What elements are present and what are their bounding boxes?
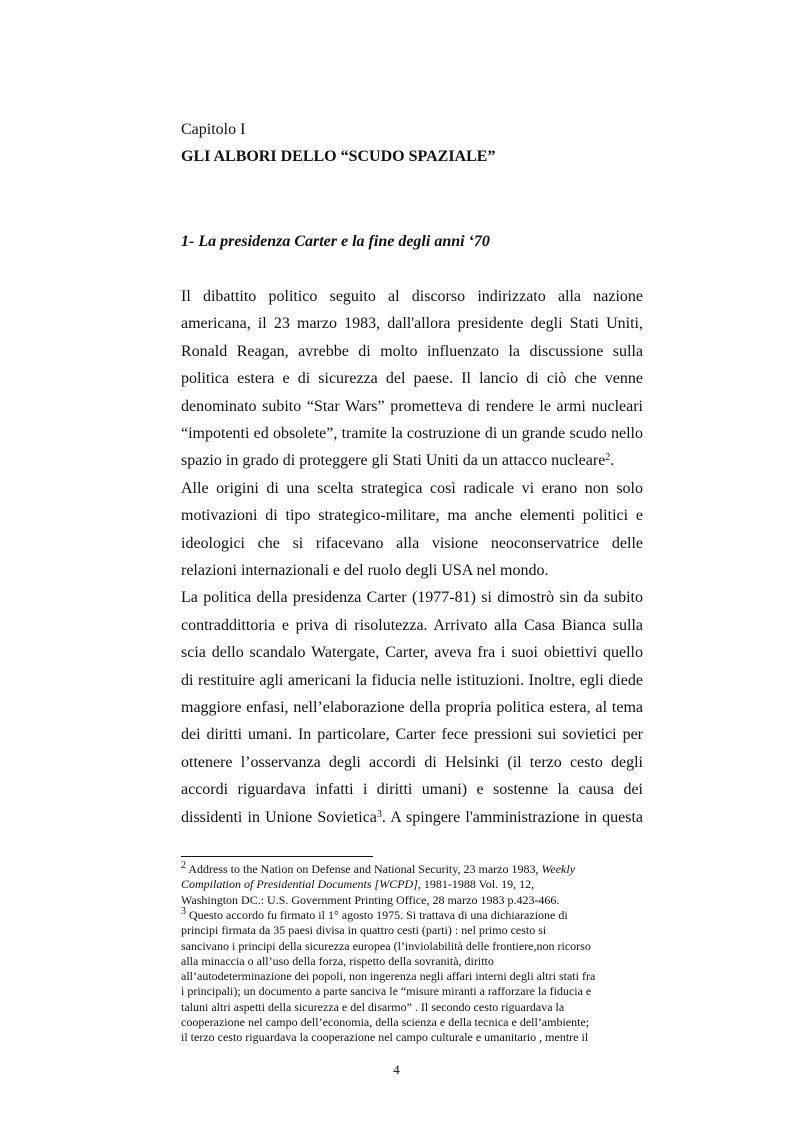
footnote-reference: 2	[605, 452, 611, 464]
body-line: maggiore enfasi, nell’elaborazione della propria politica estera, al tema	[181, 699, 643, 716]
footnote-line: alla minaccia o all’uso della forza, rispetto della sovranità, diritto	[181, 953, 494, 968]
footnote-line: sancivano i principi della sicurezza europea (l’inviolabilità delle frontiere,non ricorso	[181, 938, 591, 953]
footnote-line: principi firmata da 35 paesi divisa in quattro cesti (parti) : nel primo cesto si	[181, 923, 547, 938]
body-line: denominato subito “Star Wars” prometteva di rendere le armi nucleari	[181, 397, 643, 415]
footnote-reference: 3	[376, 808, 382, 820]
body-line: Ronald Reagan, avrebbe di molto influenzato la discussione sulla	[181, 342, 643, 360]
body-line: “impotenti ed obsolete”, tramite la costruzione di un grande scudo nello	[181, 425, 643, 442]
footnote-line: Compilation of Presidential Documents [WCPD], 1981-1988 Vol. 19, 12,	[181, 877, 535, 892]
footnote-line: taluni altri aspetti della sicurezza e del disarmo” . Il secondo cesto riguardava la	[181, 999, 565, 1014]
footnote-line: cooperazione nel campo dell’economia, della scienza e della tecnica e dell’ambiente;	[181, 1015, 590, 1029]
section-heading: 1- La presidenza Carter e la fine degli anni ‘70	[181, 233, 490, 250]
body-line: motivazioni di tipo strategico-militare, ma anche elementi politici e	[181, 507, 643, 525]
body-line: dissidenti in Unione Sovietica$^3$. A spingere l'amministrazione in questa	[181, 808, 644, 826]
body-line: scia dello scandalo Watergate, Carter, aveva fra i suoi obiettivi quello	[181, 644, 643, 662]
body-line: accordi riguardava infatti i diritti umani) e sostenne la causa dei	[181, 781, 643, 799]
body-line: di restituire agli americani la fiducia nelle istituzioni. Inoltre, egli diede	[181, 671, 643, 689]
body-line: politica estera e di sicurezza del paese. Il lancio di ciò che venne	[181, 370, 643, 388]
body-line: ideologici che si rifacevano alla visione neoconservatrice delle	[181, 534, 643, 552]
footnote-line: $^3$ Questo accordo fu firmato il 1° agosto 1975. Si trattava di una dichiarazione di	[181, 905, 568, 922]
body-line: contraddittoria e priva di risolutezza. Arrivato alla Casa Bianca sulla	[181, 616, 643, 634]
footnote-marker: 2	[181, 860, 186, 871]
footnote-line: il terzo cesto riguardava la cooperazione nel campo culturale e umanitario , mentre il	[181, 1030, 589, 1045]
body-line: ottenere l’osservanza degli accordi di Helsinki (il terzo cesto degli	[181, 753, 643, 771]
footnote-line: $^2$ Address to the Nation on Defense and National Security, 23 marzo 1983, Weekly	[181, 860, 576, 876]
footnote-line: i principali); un documento a parte sanciva le “misure miranti a rafforzare la fiducia e	[181, 984, 592, 999]
footnote-marker: 3	[181, 905, 186, 917]
footnote-separator	[181, 856, 373, 857]
page-number: 4	[393, 1062, 400, 1077]
body-line: Il dibattito politico seguito al discorso indirizzato alla nazione	[181, 288, 643, 305]
body-line: spazio in grado di proteggere gli Stati Uniti da un attacco nucleare$^2$.	[181, 452, 615, 470]
body-line: Alle origini di una scelta strategica così radicale vi erano non solo	[181, 479, 643, 497]
chapter-label: Capitolo I	[181, 121, 246, 138]
footnote-line: all’autodeterminazione dei popoli, non ingerenza negli affari interni degli altri stati fra	[181, 969, 596, 984]
body-line: relazioni internazionali e del ruolo degli USA nel mondo.	[181, 562, 549, 579]
chapter-title: GLI ALBORI DELLO “SCUDO SPAZIALE”	[181, 148, 496, 165]
body-line: americana, il 23 marzo 1983, dall'allora presidente degli Stati Uniti,	[181, 315, 643, 333]
footnote-line: Washington DC.: U.S. Government Printing Office, 28 marzo 1983 p.423-466.	[181, 892, 560, 907]
body-line: La politica della presidenza Carter (1977-81) si dimostrò sin da subito	[181, 589, 643, 607]
body-line: dei diritti umani. In particolare, Carter fece pressioni sui sovietici per	[181, 726, 643, 744]
